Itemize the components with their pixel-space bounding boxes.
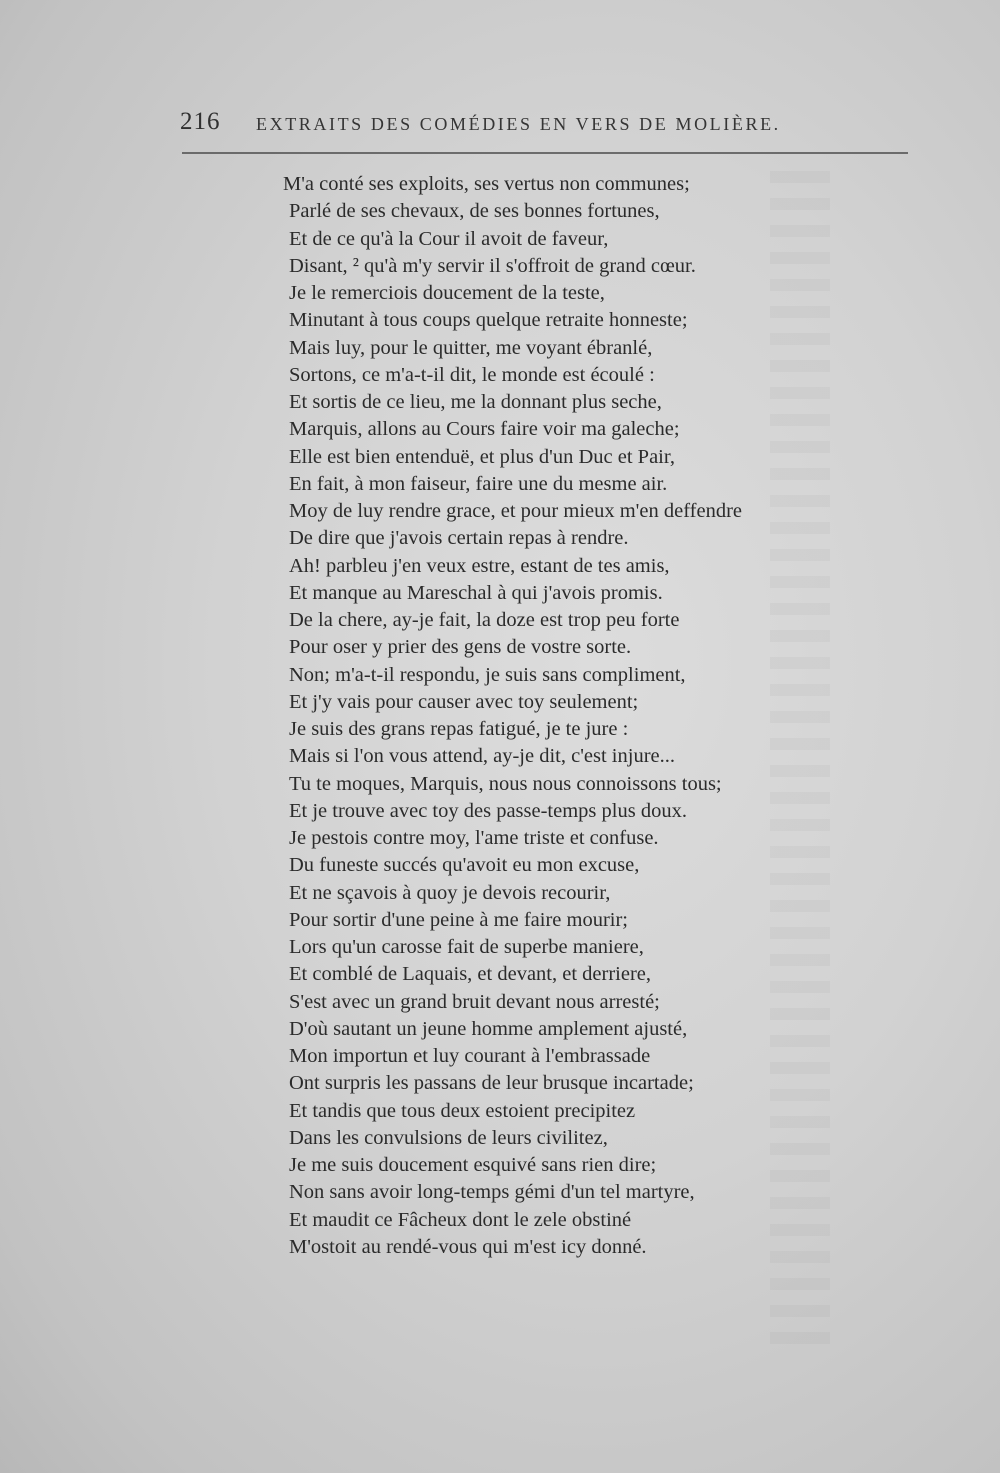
verse-line: Moy de luy rendre grace, et pour mieux m'en deffendre	[289, 500, 743, 522]
verse-line: M'ostoit au rendé-vous qui m'est icy donné.	[289, 1235, 647, 1258]
verse-line: S'est avec un grand bruit devant nous arresté;	[289, 990, 660, 1013]
verse-line: Mais si l'on vous attend, ay-je dit, c'est injure...	[289, 745, 675, 768]
verse-line: De dire que j'avois certain repas à rendre.	[289, 527, 629, 550]
verse-line: Et comblé de Laquais, et devant, et derriere,	[289, 963, 652, 986]
running-title: EXTRAITS DES COMÉDIES EN VERS DE MOLIÈRE.	[256, 114, 781, 134]
verse-line: Disant, ² qu'à m'y servir il s'offroit de grand cœur.	[289, 254, 696, 277]
verse-line: Ont surpris les passans de leur brusque incartade;	[289, 1072, 694, 1095]
verse-line: Et manque au Mareschal à qui j'avois promis.	[289, 581, 663, 604]
verse-line: Pour oser y prier des gens de vostre sorte.	[289, 636, 632, 659]
verse-line: Parlé de ses chevaux, de ses bonnes fortunes,	[289, 200, 660, 223]
verse-line: Tu te moques, Marquis, nous nous connoissons tous;	[289, 772, 722, 795]
running-header	[178, 108, 898, 144]
verse-line: Pour sortir d'une peine à me faire mourir;	[289, 908, 628, 931]
verse-line: Ah! parbleu j'en veux estre, estant de tes amis,	[289, 554, 670, 577]
verse-line: D'où sautant un jeune homme amplement ajusté,	[289, 1017, 688, 1040]
verse-line: Et maudit ce Fâcheux dont le zele obstiné	[289, 1208, 632, 1231]
verse-line: Mais luy, pour le quitter, me voyant ébranlé,	[289, 336, 653, 359]
verse-line: Je le remerciois doucement de la teste,	[289, 282, 605, 304]
verse-line: Je me suis doucement esquivé sans rien dire;	[289, 1154, 657, 1176]
verse-line: Et j'y vais pour causer avec toy seulement;	[289, 690, 639, 713]
verse-line: Je pestois contre moy, l'ame triste et confuse.	[289, 827, 659, 849]
verse-line: En fait, à mon faiseur, faire une du mesme air.	[289, 472, 668, 495]
verse-line: M'a conté ses exploits, ses vertus non communes;	[283, 173, 690, 195]
verse-line: De la chere, ay-je fait, la doze est trop peu forte	[289, 609, 680, 631]
verse-line: Je suis des grans repas fatigué, je te jure :	[289, 718, 629, 740]
verse-line: Du funeste succés qu'avoit eu mon excuse,	[289, 854, 640, 877]
verse-block	[283, 171, 803, 1261]
verse-line: Sortons, ce m'a-t-il dit, le monde est écoulé :	[289, 363, 655, 386]
verse-line: Mon importun et luy courant à l'embrassade	[289, 1045, 651, 1067]
verse-line: Et sortis de ce lieu, me la donnant plus seche,	[289, 391, 662, 413]
verse-line: Marquis, allons au Cours faire voir ma galeche;	[289, 418, 680, 441]
verse-line: Minutant à tous coups quelque retraite honneste;	[289, 309, 688, 332]
verse-line: Elle est bien entenduë, et plus d'un Duc et Pair,	[289, 445, 676, 468]
verse-line: Non sans avoir long-temps gémi d'un tel martyre,	[289, 1181, 695, 1204]
header-rule	[182, 152, 908, 154]
verse-line: Lors qu'un carosse fait de superbe maniere,	[289, 936, 644, 958]
verse-line: Et tandis que tous deux estoient precipitez	[289, 1099, 636, 1122]
page-number: 216	[180, 108, 221, 135]
verse-line: Et je trouve avec toy des passe-temps plus doux.	[289, 799, 687, 822]
verse-line: Et de ce qu'à la Cour il avoit de faveur,	[289, 227, 609, 250]
verse-line: Dans les convulsions de leurs civilitez,	[289, 1126, 608, 1149]
verse-line: Et ne sçavois à quoy je devois recourir,	[289, 881, 611, 904]
verse-line: Non; m'a-t-il respondu, je suis sans compliment,	[289, 663, 686, 686]
